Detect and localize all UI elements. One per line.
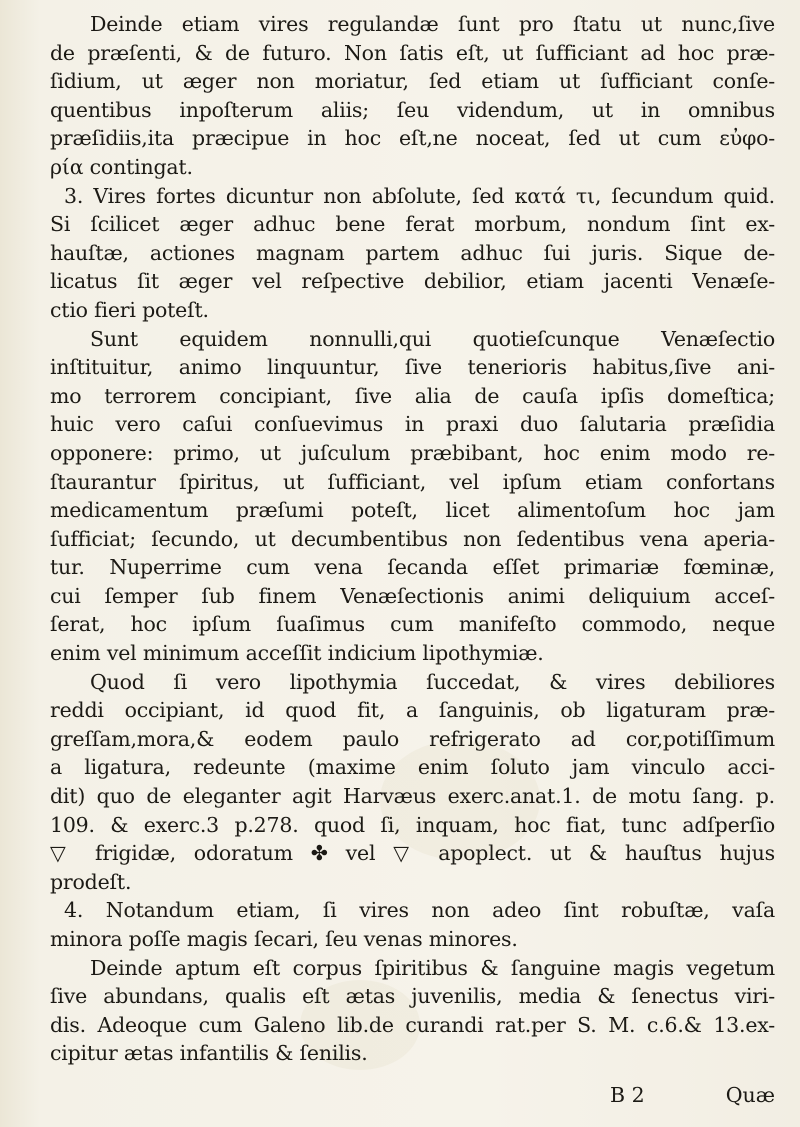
text-line: dit) quo de eleganter agit Harvæus exerc.anat.1. de motu ſang. p. bbox=[50, 784, 775, 809]
text-line: Quod ſi vero lipothymia ſuccedat, & vires debiliores bbox=[90, 669, 775, 694]
text-line: quentibus inpoſterum aliis; ſeu videndum, ut in omnibus bbox=[50, 97, 775, 122]
signature-mark: B 2 bbox=[610, 1083, 645, 1107]
text-line: Deinde etiam vires regulandæ ſunt pro ſtatu ut nunc,ſive bbox=[90, 12, 775, 36]
text-line: 4. Notandum etiam, ſi vires non adeo ſint robuſtæ, vaſa bbox=[64, 898, 775, 923]
text-line: ctio fieri poteſt. bbox=[50, 297, 209, 322]
text-line: prodeſt. bbox=[50, 869, 132, 894]
catchword: Quæ bbox=[725, 1083, 775, 1107]
text-line: ſerat, hoc ipſum ſuaſimus cum manifeſto commodo, neque bbox=[50, 612, 775, 637]
text-line: præſidiis,ita præcipue in hoc eſt,ne noceat, ſed ut cum εὐφο- bbox=[50, 126, 775, 151]
text-line: inſtituitur, animo linquuntur, ſive tenerioris habitus,ſive ani- bbox=[50, 355, 775, 380]
text-line: a ligatura, redeunte (maxime enim ſoluto jam vinculo acci- bbox=[50, 755, 775, 780]
text-line: Si ſcilicet æger adhuc bene ferat morbum, nondum ſint ex- bbox=[50, 212, 775, 237]
text-line: Sunt equidem nonnulli,qui quotieſcunque Venæſectio bbox=[90, 326, 775, 351]
text-line: ſtaurantur ſpiritus, ut ſufficiant, vel ipſum etiam confortans bbox=[50, 469, 775, 494]
text-line: huic vero caſui conſuevimus in praxi duo ſalutaria præſidia bbox=[50, 412, 775, 437]
text-line: tur. Nuperrime cum vena ſecanda eſſet primariæ fœminæ, bbox=[50, 555, 775, 580]
text-line: mo terrorem concipiant, ſive alia de cauſa ipſis domeſtica; bbox=[50, 383, 775, 408]
text-line: licatus ſit æger vel reſpective debilior, etiam jacenti Venæſe- bbox=[50, 269, 775, 294]
text-line: ρία contingat. bbox=[50, 154, 193, 179]
text-line: greſſam,mora,& eodem paulo refrigerato ad cor,potiſſimum bbox=[50, 726, 775, 751]
text-line: ▽ frigidæ, odoratum ✤ vel ▽ apoplect. ut & hauſtus hujus bbox=[50, 841, 775, 866]
text-line: 3. Vires fortes dicuntur non abſolute, ſed κατά τι, ſecundum quid. bbox=[64, 183, 775, 208]
text-line: hauſtæ, actiones magnam partem adhuc ſui juris. Sique de- bbox=[50, 240, 775, 265]
text-line: dis. Adeoque cum Galeno lib.de curandi rat.per S. M. c.6.& 13.ex- bbox=[50, 1012, 775, 1037]
text-line: Deinde aptum eſt corpus ſpiritibus & ſanguine magis vegetum bbox=[90, 955, 775, 980]
text-line: 109. & exerc.3 p.278. quod ſi, inquam, hoc fiat, tunc adſperſio bbox=[50, 812, 775, 837]
text-line: medicamentum præſumi poteſt, licet alimentoſum hoc jam bbox=[50, 498, 775, 523]
text-line: opponere: primo, ut juſculum præbibant, hoc enim modo re- bbox=[50, 440, 775, 465]
text-line: ſidium, ut æger non moriatur, ſed etiam ut ſufficiant conſe- bbox=[50, 69, 775, 94]
text-line: reddi occipiant, id quod fit, a ſanguinis, ob ligaturam præ- bbox=[50, 698, 775, 723]
text-line: cipitur ætas infantilis & ſenilis. bbox=[50, 1041, 368, 1066]
text-line: ſive abundans, qualis eſt ætas juvenilis, media & ſenectus viri- bbox=[50, 984, 775, 1009]
text-line: minora poſſe magis ſecari, ſeu venas minores. bbox=[50, 927, 518, 951]
text-line: de præſenti, & de futuro. Non ſatis eſt, ut ſufficiant ad hoc præ- bbox=[50, 40, 775, 65]
body-text bbox=[50, 10, 775, 1068]
text-line: cui ſemper ſub finem Venæſectionis animi deliquium acceſ- bbox=[50, 583, 775, 608]
text-line: ſufficiat; ſecundo, ut decumbentibus non ſedentibus vena aperia- bbox=[50, 526, 775, 551]
text-line: enim vel minimum acceſſit indicium lipothymiæ. bbox=[50, 641, 544, 666]
